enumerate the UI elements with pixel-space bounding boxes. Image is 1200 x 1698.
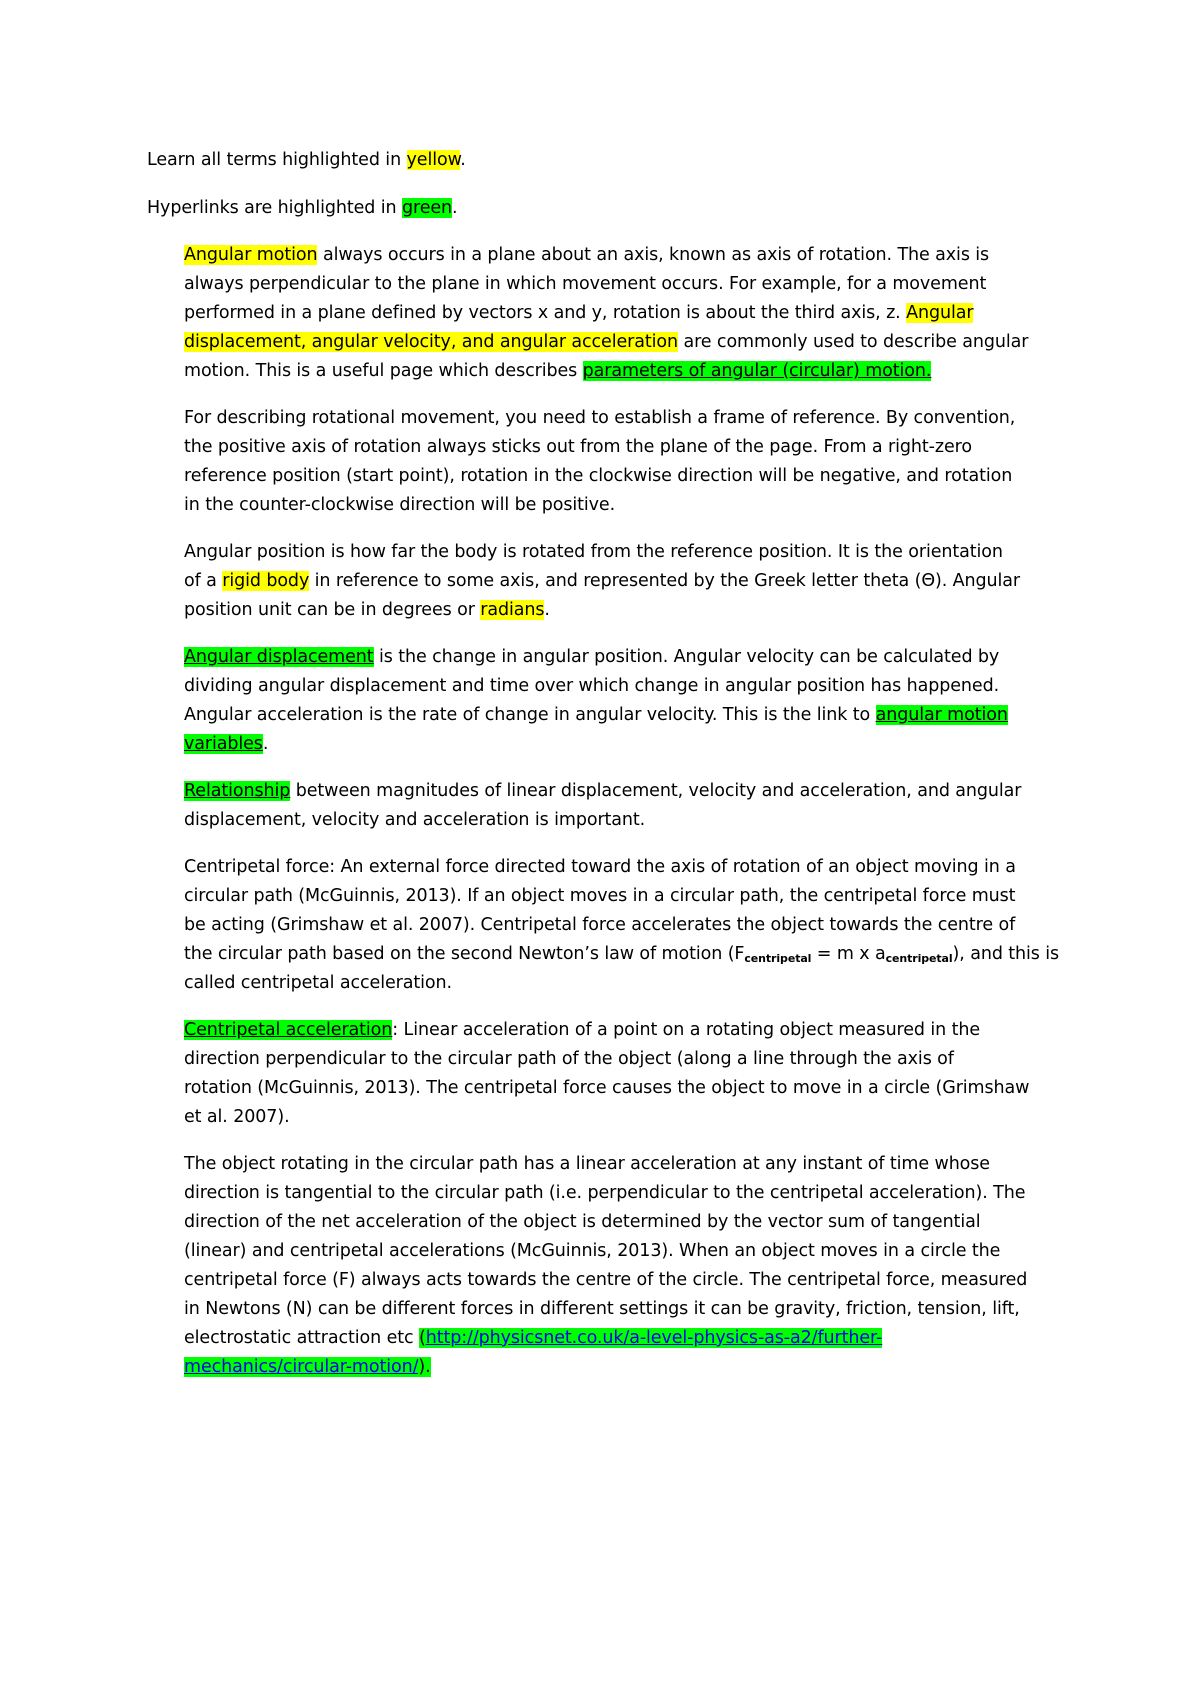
p8-line: centripetal force (F) always acts towards the centre of the circle. The centripetal force, measured <box>184 1270 1028 1290</box>
p8-line: electrostatic attraction etc (http://physicsnet.co.uk/a-level-physics-as-a2/further- <box>184 1328 883 1348</box>
link-parameters-angular-motion[interactable]: parameters of angular (circular) motion. <box>582 361 932 381</box>
link-angular-motion-variables[interactable]: variables <box>184 734 263 754</box>
link-relationship[interactable]: Relationship <box>184 781 291 801</box>
p4-line: variables. <box>184 734 269 754</box>
link-physicsnet-url[interactable]: mechanics/circular-motion/ <box>184 1357 419 1377</box>
p8-line: direction is tangential to the circular path (i.e. perpendicular to the centripetal acceleration). The <box>184 1183 1026 1203</box>
link-physicsnet-url[interactable]: http://physicsnet.co.uk/a-level-physics-as-a2/further- <box>425 1328 883 1348</box>
p1-line: motion. This is a useful page which describes parameters of angular (circular) motion. <box>184 361 932 381</box>
p5-line: Relationship between magnitudes of linear displacement, velocity and acceleration, and angular <box>184 781 1022 801</box>
p6-line: the circular path based on the second Newton’s law of motion ($F_{centripetal} = m$ x $a_{centripetal}$), and this is <box>184 944 1060 965</box>
term-angular-quantities: Angular <box>906 303 974 323</box>
p7-line: et al. 2007). <box>184 1107 290 1127</box>
p1-line: performed in a plane defined by vectors x and y, rotation is about the third axis, z. Angular <box>184 303 974 323</box>
p6-line: circular path (McGuinnis, 2013). If an object moves in a circular path, the centripetal force must <box>184 886 1016 906</box>
p8-line: mechanics/circular-motion/). <box>184 1357 431 1377</box>
p1-line: displacement, angular velocity, and angular acceleration are commonly used to describe angular <box>184 332 1029 352</box>
yellow-highlight-label: yellow <box>406 150 461 170</box>
p7-line: Centripetal acceleration: Linear acceleration of a point on a rotating object measured in the <box>184 1020 981 1040</box>
p1-line: always perpendicular to the plane in which movement occurs. For example, for a movement <box>184 274 987 294</box>
p5-line: displacement, velocity and acceleration is important. <box>184 810 646 830</box>
p8-line: (linear) and centripetal accelerations (McGuinnis, 2013). When an object moves in a circle the <box>184 1241 1001 1261</box>
p2-line: For describing rotational movement, you need to establish a frame of reference. By convention, <box>184 408 1016 428</box>
intro-line-yellow: Learn all terms highlighted in yellow. <box>147 150 466 170</box>
term-angular-motion: Angular motion <box>184 245 318 265</box>
p6-line: Centripetal force: An external force directed toward the axis of rotation of an object moving in a <box>184 857 1016 877</box>
p8-line: The object rotating in the circular path has a linear acceleration at any instant of time whose <box>184 1154 990 1174</box>
subscript-centripetal: centripetal <box>744 952 812 965</box>
p8-line: in Newtons (N) can be different forces in different settings it can be gravity, friction, tension, lift, <box>184 1299 1020 1319</box>
p3-line: position unit can be in degrees or radians. <box>184 600 550 620</box>
link-angular-displacement[interactable]: Angular displacement <box>184 647 374 667</box>
p6-line: be acting (Grimshaw et al. 2007). Centripetal force accelerates the object towards the centre of <box>184 915 1016 935</box>
link-centripetal-acceleration[interactable]: Centripetal acceleration <box>184 1020 393 1040</box>
intro-line-green: Hyperlinks are highlighted in green. <box>147 198 458 218</box>
p2-line: the positive axis of rotation always sticks out from the plane of the page. From a right-zero <box>184 437 972 457</box>
link-angular-motion-variables[interactable]: angular motion <box>875 705 1008 725</box>
p1-line: Angular motion always occurs in a plane about an axis, known as axis of rotation. The axis is <box>184 245 990 265</box>
subscript-centripetal: centripetal <box>885 952 953 965</box>
p3-line: of a rigid body in reference to some axis, and represented by the Greek letter theta (Θ). Angular <box>184 571 1020 591</box>
p3-line: Angular position is how far the body is rotated from the reference position. It is the orientation <box>184 542 1003 562</box>
p7-line: rotation (McGuinnis, 2013). The centripetal force causes the object to move in a circle (Grimshaw <box>184 1078 1030 1098</box>
p8-line: direction of the net acceleration of the object is determined by the vector sum of tangential <box>184 1212 981 1232</box>
term-angular-quantities: displacement, angular velocity, and angular acceleration <box>184 332 678 352</box>
p2-line: in the counter-clockwise direction will be positive. <box>184 495 616 515</box>
p6-line: called centripetal acceleration. <box>184 973 452 993</box>
p7-line: direction perpendicular to the circular path of the object (along a line through the axis of <box>184 1049 954 1069</box>
term-radians: radians <box>480 600 545 620</box>
p4-line: Angular displacement is the change in angular position. Angular velocity can be calculated by <box>184 647 1000 667</box>
p2-line: reference position (start point), rotation in the clockwise direction will be negative, and rotation <box>184 466 1013 486</box>
green-highlight-label: green <box>401 198 453 218</box>
p4-line: dividing angular displacement and time over which change in angular position has happened. <box>184 676 1000 696</box>
p4-line: Angular acceleration is the rate of change in angular velocity. This is the link to angular motion <box>184 705 1008 725</box>
term-rigid-body: rigid body <box>222 571 310 591</box>
